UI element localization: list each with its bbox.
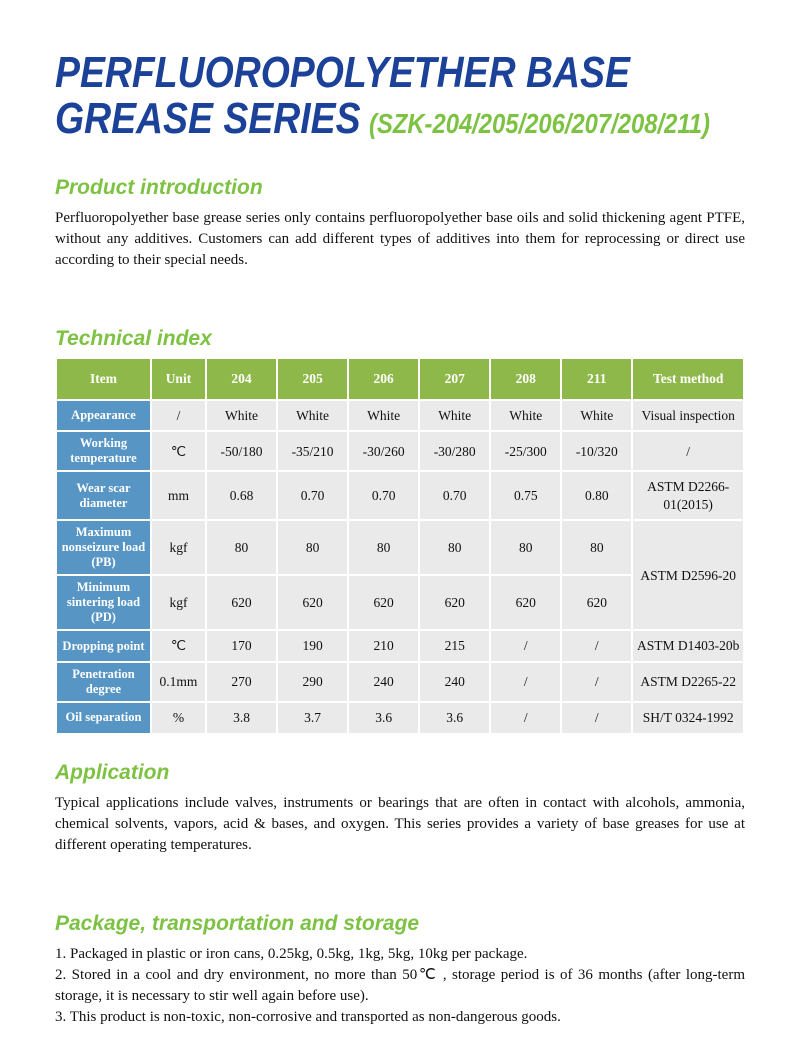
document-header [55,50,745,142]
value-cell: / [561,630,632,662]
table-row [56,662,744,702]
value-cell: -30/280 [419,431,490,471]
section-technical-index [55,327,745,735]
value-cell: White [490,400,561,432]
value-cell: 170 [206,630,277,662]
package-list [55,944,745,1028]
value-cell: / [490,662,561,702]
value-cell: White [419,400,490,432]
item-cell: Dropping point [56,630,151,662]
column-header: 204 [206,358,277,400]
table-row [56,471,744,520]
value-cell: -35/210 [277,431,348,471]
test-method-cell: / [632,431,744,471]
technical-table-head-row [56,358,744,400]
value-cell: 270 [206,662,277,702]
table-row [56,630,744,662]
value-cell: 3.6 [348,702,419,734]
table-row [56,400,744,432]
title-line2 [55,93,710,143]
column-header: 208 [490,358,561,400]
application-text: Typical applications include valves, instruments or bearings that are often in contact with alcohols, ammonia, chemical solvents, vapors, acid & bases, and oxygen. This series provides a variety of base greases for use at different operating temperatures. [55,794,745,853]
package-list-item: 1. Packaged in plastic or iron cans, 0.25kg, 0.5kg, 1kg, 5kg, 10kg per package. [55,945,528,962]
value-cell: White [277,400,348,432]
unit-cell: % [151,702,206,734]
page-title [55,50,745,142]
title-main: GREASE SERIES [55,93,361,143]
value-cell: 240 [348,662,419,702]
value-cell: / [561,662,632,702]
value-cell: -10/320 [561,431,632,471]
value-cell: 620 [561,575,632,630]
section-application [55,761,745,856]
package-list-item: 3. This product is non-toxic, non-corrosive and transported as non-dangerous goods. [55,1008,561,1025]
value-cell: / [490,630,561,662]
unit-cell: ℃ [151,431,206,471]
value-cell: 620 [348,575,419,630]
table-row [56,520,744,575]
unit-cell: ℃ [151,630,206,662]
table-row [56,702,744,734]
test-method-cell: ASTM D2265-22 [632,662,744,702]
value-cell: 80 [561,520,632,575]
application-heading: Application [55,760,170,784]
technical-index-heading: Technical index [55,326,212,350]
column-header: 207 [419,358,490,400]
item-cell: Oil separation [56,702,151,734]
title-line1: PERFLUOROPOLYETHER BASE [55,48,630,97]
value-cell: -30/260 [348,431,419,471]
unit-cell: 0.1mm [151,662,206,702]
value-cell: White [348,400,419,432]
test-method-cell: ASTM D2266-01(2015) [632,471,744,520]
value-cell: -25/300 [490,431,561,471]
section-package [55,912,745,1028]
value-cell: 0.75 [490,471,561,520]
package-heading: Package, transportation and storage [55,911,420,935]
value-cell: 190 [277,630,348,662]
value-cell: 3.7 [277,702,348,734]
value-cell: 80 [419,520,490,575]
unit-cell: / [151,400,206,432]
value-cell: 0.70 [277,471,348,520]
value-cell: 620 [490,575,561,630]
column-header: 206 [348,358,419,400]
value-cell: -50/180 [206,431,277,471]
unit-cell: kgf [151,575,206,630]
value-cell: White [561,400,632,432]
value-cell: 620 [277,575,348,630]
table-row [56,431,744,471]
item-cell: Minimum sintering load (PD) [56,575,151,630]
column-header: 205 [277,358,348,400]
value-cell: 215 [419,630,490,662]
value-cell: / [561,702,632,734]
item-cell: Maximum nonseizure load (PB) [56,520,151,575]
column-header: Unit [151,358,206,400]
value-cell: 80 [348,520,419,575]
unit-cell: kgf [151,520,206,575]
unit-cell: mm [151,471,206,520]
value-cell: 620 [419,575,490,630]
value-cell: 0.70 [419,471,490,520]
test-method-cell: SH/T 0324-1992 [632,702,744,734]
section-product-introduction [55,176,745,271]
value-cell: 620 [206,575,277,630]
value-cell: / [490,702,561,734]
column-header: Test method [632,358,744,400]
item-cell: Appearance [56,400,151,432]
value-cell: 3.6 [419,702,490,734]
value-cell: 240 [419,662,490,702]
item-cell: Wear scar diameter [56,471,151,520]
technical-table [55,357,745,735]
package-list-item: 2. Stored in a cool and dry environment, no more than 50℃ , storage period is of 36 months (after long-term storage, it is necessary to stir well again before use). [55,966,745,1004]
value-cell: 3.8 [206,702,277,734]
value-cell: 290 [277,662,348,702]
test-method-cell: ASTM D1403-20b [632,630,744,662]
item-cell: Penetration degree [56,662,151,702]
technical-table-body [56,400,744,734]
test-method-cell: ASTM D2596-20 [632,520,744,630]
title-model-codes: (SZK-204/205/206/207/208/211) [369,107,710,139]
product-introduction-heading: Product introduction [55,175,263,199]
value-cell: 210 [348,630,419,662]
value-cell: 0.68 [206,471,277,520]
value-cell: 80 [206,520,277,575]
value-cell: White [206,400,277,432]
column-header: Item [56,358,151,400]
product-introduction-text: Perfluoropolyether base grease series only contains perfluoropolyether base oils and solid thickening agent PTFE, without any additives. Customers can add different types of additives into them for reprocessing or direct use according to their special needs. [55,209,745,268]
column-header: 211 [561,358,632,400]
value-cell: 0.80 [561,471,632,520]
test-method-cell: Visual inspection [632,400,744,432]
value-cell: 0.70 [348,471,419,520]
value-cell: 80 [277,520,348,575]
item-cell: Working temperature [56,431,151,471]
value-cell: 80 [490,520,561,575]
